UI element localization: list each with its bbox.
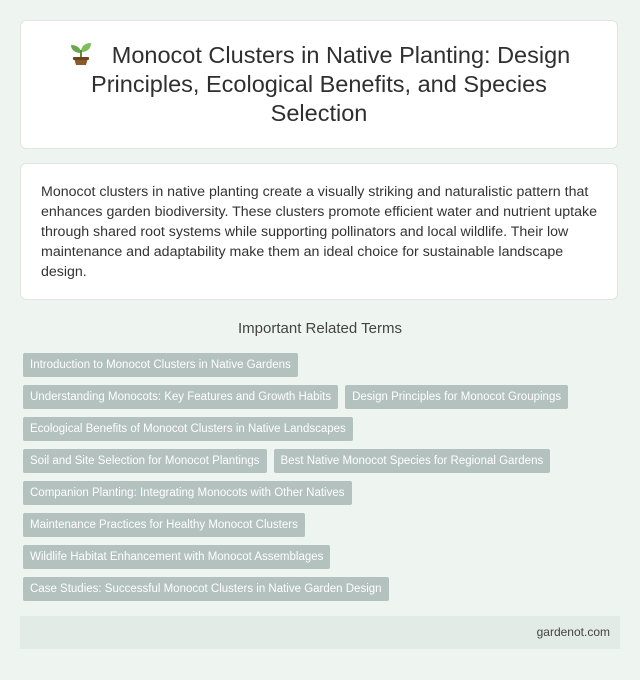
- title-card: [20, 20, 618, 149]
- term-row: [23, 417, 623, 449]
- page-title-text: Monocot Clusters in Native Planting: Design Principles, Ecological Benefits, and Species Selection: [91, 42, 571, 126]
- term-tag[interactable]: Best Native Monocot Species for Regional Gardens: [274, 449, 551, 473]
- footer: [20, 616, 620, 649]
- term-row: [23, 385, 623, 417]
- term-row: [23, 449, 623, 481]
- term-tag[interactable]: Wildlife Habitat Enhancement with Monocot Assemblages: [23, 545, 330, 569]
- page-title: [51, 41, 587, 128]
- term-row: [23, 353, 623, 385]
- term-tag[interactable]: Ecological Benefits of Monocot Clusters in Native Landscapes: [23, 417, 353, 441]
- term-row: [23, 577, 623, 609]
- summary-text: Monocot clusters in native planting create a visually striking and naturalistic pattern that enhances garden biodiversity. These clusters promote efficient water and nutrient uptake through shared root systems while supporting pollinators and local wildlife. Their low maintenance and adaptability make them an ideal choice for sustainable landscape design.: [41, 184, 597, 280]
- term-tag[interactable]: Understanding Monocots: Key Features and Growth Habits: [23, 385, 338, 409]
- term-tag[interactable]: Design Principles for Monocot Groupings: [345, 385, 568, 409]
- term-tag[interactable]: Soil and Site Selection for Monocot Plantings: [23, 449, 267, 473]
- related-terms-heading: Important Related Terms: [238, 320, 402, 337]
- term-tag[interactable]: Companion Planting: Integrating Monocots with Other Natives: [23, 481, 352, 505]
- related-terms-list: [23, 353, 623, 609]
- term-tag[interactable]: Introduction to Monocot Clusters in Native Gardens: [23, 353, 298, 377]
- term-row: [23, 513, 623, 545]
- term-tag[interactable]: Maintenance Practices for Healthy Monocot Clusters: [23, 513, 305, 537]
- term-row: [23, 545, 623, 577]
- term-row: [23, 481, 623, 513]
- sprout-icon: [68, 41, 94, 65]
- site-name[interactable]: gardenot.com: [536, 625, 610, 639]
- summary-card: [20, 163, 618, 300]
- term-tag[interactable]: Case Studies: Successful Monocot Clusters in Native Garden Design: [23, 577, 389, 601]
